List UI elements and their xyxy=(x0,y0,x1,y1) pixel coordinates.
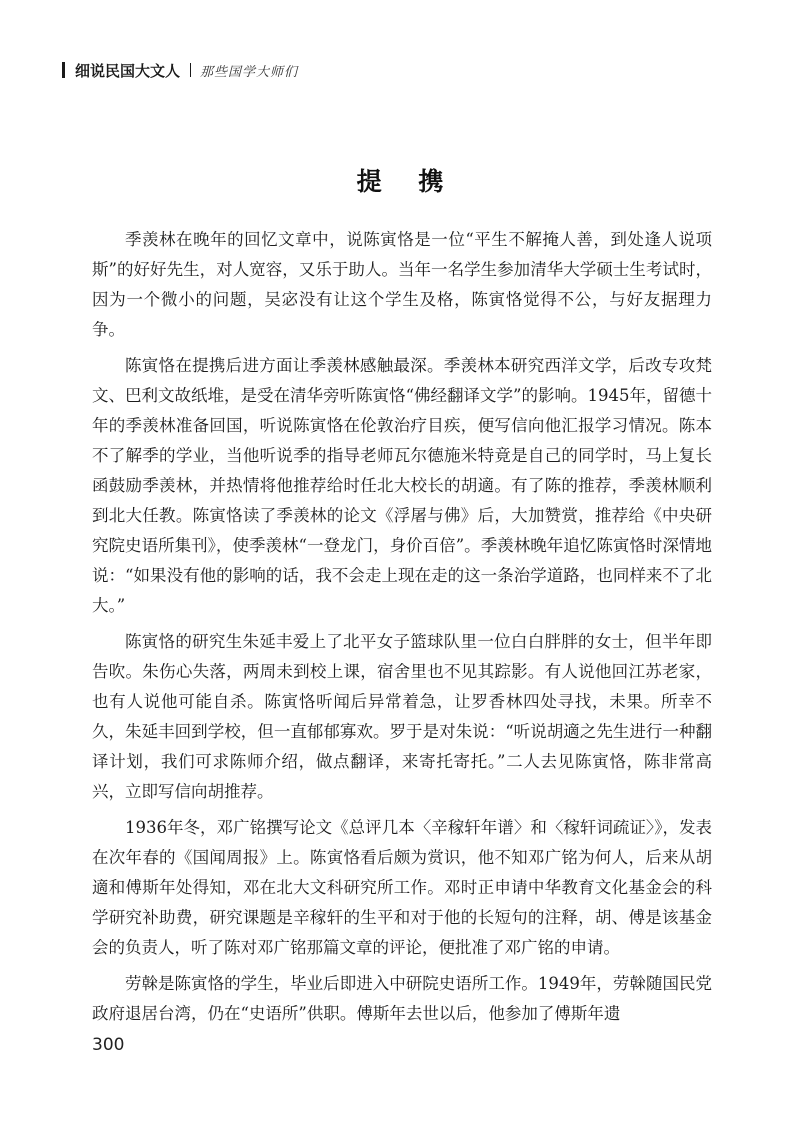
chapter-title: 提 携 xyxy=(356,167,458,196)
header-separator xyxy=(190,63,191,77)
running-header xyxy=(62,58,298,82)
book-subtitle: 那些国学大师们 xyxy=(200,64,299,80)
paragraph-4: 1936年冬，邓广铭撰写论文《总评几本〈辛稼轩年谱〉和〈稼轩词疏证〉》，发表在次年春的《国闻周报》上。陈寅恪看后颇为赏识，他不知邓广铭为何人，后来从胡適和傅斯年处得知，邓在北大文科研究所工作。邓时正申请中华教育文化基金会的科学研究补助费，研究课题是辛稼轩的生平和对于他的长短句的注释，胡、傅是该基金会的负责人，听了陈对邓广铭那篇文章的评论，便批准了邓广铭的申请。 xyxy=(92,818,712,957)
page-number: 300 xyxy=(92,1035,125,1055)
paragraph-5: 劳榦是陈寅恪的学生，毕业后即进入中研院史语所工作。1949年，劳榦随国民党政府退居台湾，仍在“史语所”供职。傅斯年去世以后，他参加了傅斯年遗 xyxy=(92,974,712,1023)
paragraph-1: 季羡林在晚年的回忆文章中，说陈寅恪是一位“平生不解掩人善，到处逢人说项斯”的好好先生，对人宽容，又乐于助人。当年一名学生参加清华大学硕士生考试时，因为一个微小的问题，吴宓没有让这个学生及格，陈寅恪觉得不公，与好友据理力争。 xyxy=(92,230,712,339)
paragraph-3: 陈寅恪的研究生朱延丰爱上了北平女子篮球队里一位白白胖胖的女士，但半年即告吹。朱伤心失落，两周未到校上课，宿舍里也不见其踪影。有人说他回江苏老家，也有人说他可能自杀。陈寅恪听闻后异常着急，让罗香林四处寻找，未果。所幸不久，朱延丰回到学校，但一直郁郁寡欢。罗于是对朱说：“听说胡適之先生进行一种翻译计划，我们可求陈师介绍，做点翻译，来寄托寄托。”二人去见陈寅恪，陈非常高兴，立即写信向胡推荐。 xyxy=(92,632,712,801)
body-text xyxy=(92,225,712,1035)
book-title: 细说民国大文人 xyxy=(75,61,181,80)
paragraph-2: 陈寅恪在提携后进方面让季羡林感触最深。季羡林本研究西洋文学，后改专攻梵文、巴利文故纸堆，是受在清华旁听陈寅恪“佛经翻译文学”的影响。1945年，留德十年的季羡林准备回国，听说陈寅恪在伦敦治疗目疾，便写信向他汇报学习情况。陈本不了解季的学业，当他听说季的指导老师瓦尔德施米特竟是自己的同学时，马上复长函鼓励季羡林，并热情将他推荐给时任北大校长的胡適。有了陈的推荐，季羡林顺利到北大任教。陈寅恪读了季羡林的论文《浮屠与佛》后，大加赞赏，推荐给《中央研究院史语所集刊》，使季羡林“一登龙门，身价百倍”。季羡林晚年追忆陈寅恪时深情地说：“如果没有他的影响的话，我不会走上现在走的这一条治学道路，也同样来不了北大。” xyxy=(92,356,712,615)
header-bar-mark xyxy=(62,62,65,78)
